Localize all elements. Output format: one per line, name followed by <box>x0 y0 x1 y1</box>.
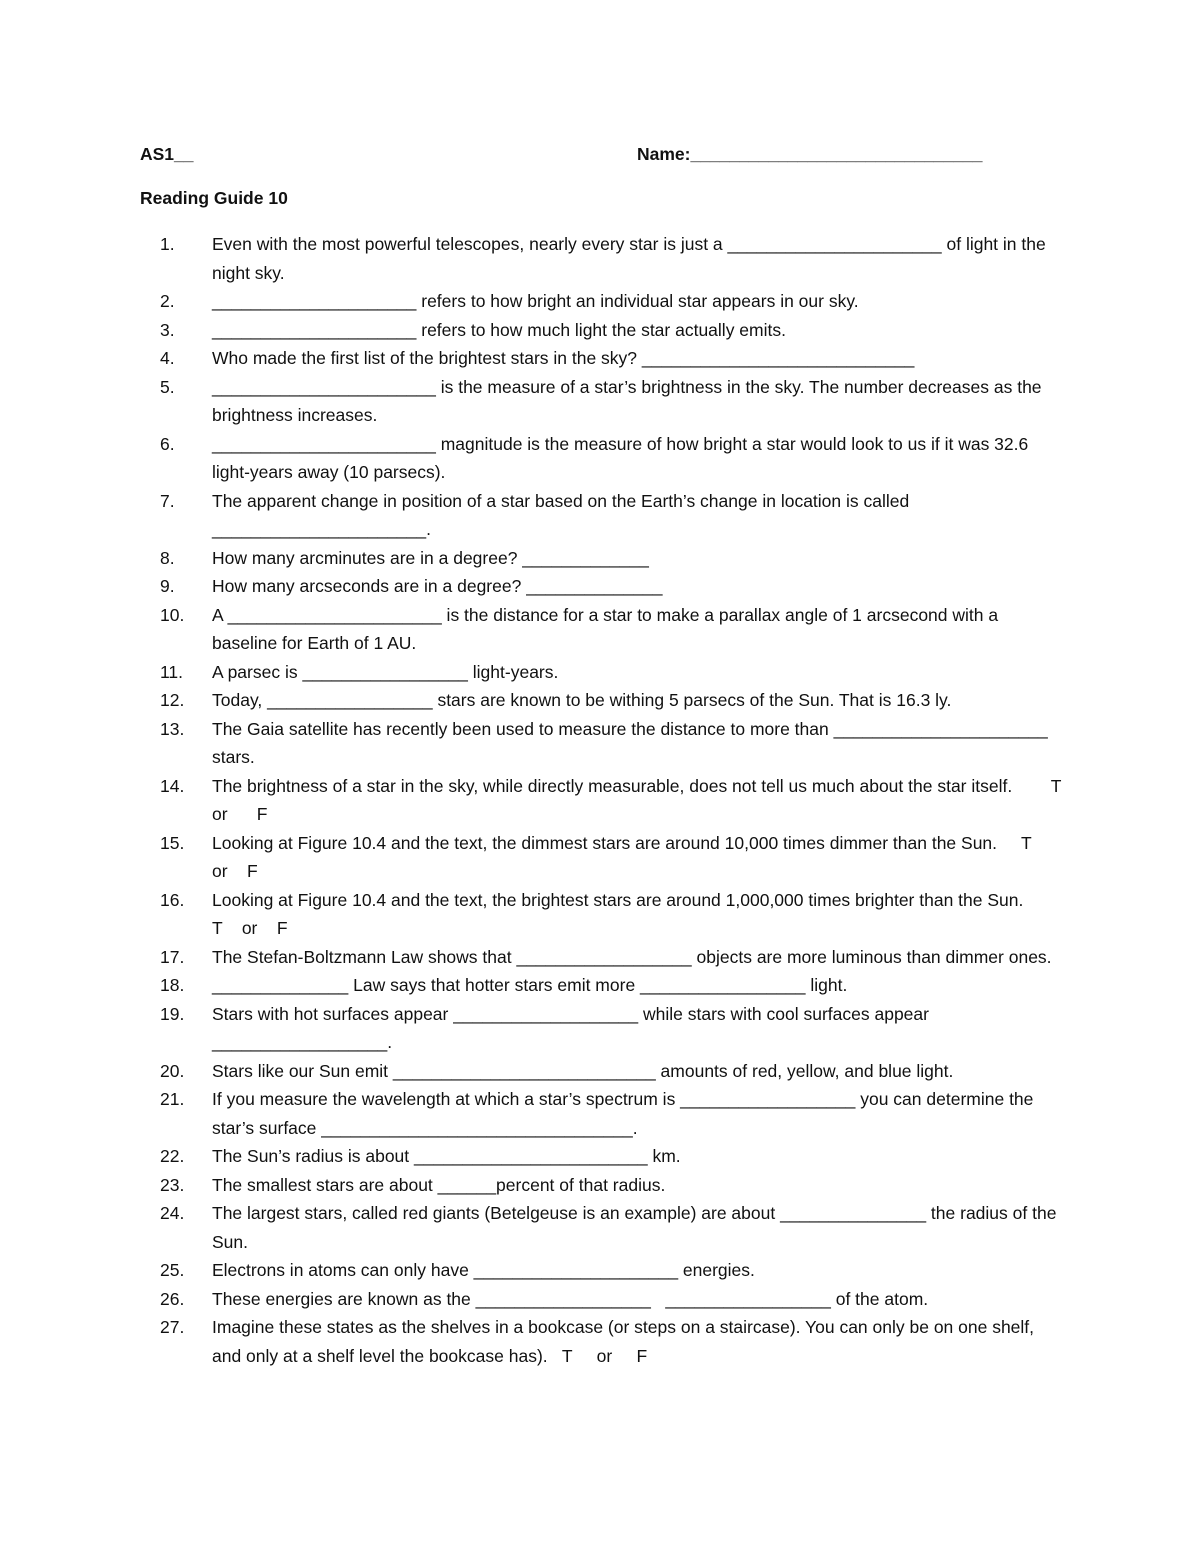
question-item <box>140 971 1065 1000</box>
question-text: A parsec is _________________ light-years. <box>212 661 559 682</box>
question-item <box>140 344 1065 373</box>
question-text: Looking at Figure 10.4 and the text, the dimmest stars are around 10,000 times dimmer than the Sun. T or F <box>212 832 1051 881</box>
student-name-field[interactable]: Name:______________________________ <box>637 144 983 164</box>
question-text: A ______________________ is the distance for a star to make a parallax angle of 1 arcsecond with a baseline for Earth of 1 AU. <box>212 604 1003 653</box>
question-number: 17. <box>160 946 185 967</box>
page-title: Reading Guide 10 <box>140 188 288 208</box>
question-item <box>140 601 1065 658</box>
question-number: 21. <box>160 1089 185 1109</box>
question-text: Imagine these states as the shelves in a bookcase (or steps on a staircase). You can only be on one shelf, and only at a shelf level the bookcase has). T or F <box>212 1317 1039 1366</box>
question-list <box>140 230 1091 1370</box>
question-number: 8. <box>160 547 175 568</box>
question-text: The largest stars, called red giants (Betelgeuse is an example) are about _______________ the radius of the Sun. <box>212 1203 1062 1252</box>
question-number: 23. <box>160 1174 185 1195</box>
question-number: 11. <box>160 661 184 682</box>
question-item <box>140 1085 1065 1142</box>
question-item <box>140 772 1091 829</box>
question-number: 5. <box>160 376 175 397</box>
question-item <box>140 430 1065 487</box>
question-number: 19. <box>160 1003 185 1024</box>
question-item <box>140 287 1065 316</box>
question-item <box>140 1142 1065 1171</box>
question-number: 27. <box>160 1317 185 1337</box>
question-text: _______________________ magnitude is the measure of how bright a star would look to us if it was 32.6 light-years away (10 parsecs). <box>212 433 1034 482</box>
question-text: The apparent change in position of a star based on the Earth’s change in location is called ______________________. <box>212 490 915 539</box>
question-item <box>140 373 1065 430</box>
question-item <box>140 544 1065 573</box>
question-number: 3. <box>160 319 175 340</box>
question-item <box>140 829 1065 886</box>
question-text: The Stefan-Boltzmann Law shows that __________________ objects are more luminous than dimmer ones. <box>212 946 1052 967</box>
question-text: The brightness of a star in the sky, while directly measurable, does not tell us much about the star itself. T or F <box>212 775 1091 824</box>
question-item <box>140 230 1065 287</box>
question-number: 9. <box>160 576 175 596</box>
question-item <box>140 1285 1065 1314</box>
question-item <box>140 487 1065 544</box>
question-text: The Gaia satellite has recently been used to measure the distance to more than ______________________ stars. <box>212 718 1053 767</box>
question-text: Stars with hot surfaces appear ___________________ while stars with cool surfaces appear __________________. <box>212 1003 934 1052</box>
question-item <box>140 658 1065 687</box>
question-number: 14. <box>160 775 185 796</box>
question-item <box>140 715 1065 772</box>
question-number: 25. <box>160 1260 185 1280</box>
question-number: 4. <box>160 348 175 368</box>
question-item <box>140 572 1065 601</box>
question-text: The smallest stars are about ______percent of that radius. <box>212 1174 666 1195</box>
question-text: _______________________ is the measure of a star’s brightness in the sky. The number decreases as the brightness increases. <box>212 376 1047 425</box>
question-item <box>140 1000 1065 1057</box>
question-number: 20. <box>160 1060 185 1081</box>
question-text: Stars like our Sun emit ___________________________ amounts of red, yellow, and blue light. <box>212 1060 954 1081</box>
question-text: These energies are known as the __________________ _________________ of the atom. <box>212 1288 929 1309</box>
question-text: _____________________ refers to how bright an individual star appears in our sky. <box>212 291 859 311</box>
question-number: 18. <box>160 975 185 995</box>
question-item <box>140 886 1077 943</box>
question-text: How many arcseconds are in a degree? ______________ <box>212 576 663 596</box>
question-item <box>140 1057 1065 1086</box>
question-number: 22. <box>160 1146 185 1166</box>
question-number: 16. <box>160 889 185 910</box>
question-text: Who made the first list of the brightest stars in the sky? ____________________________ <box>212 348 915 368</box>
question-item <box>140 316 1065 345</box>
course-code: AS1__ <box>140 144 194 164</box>
question-item <box>140 686 1065 715</box>
question-item <box>140 1199 1065 1256</box>
worksheet-header <box>140 144 1060 172</box>
question-number: 6. <box>160 433 175 454</box>
question-item <box>140 1256 1065 1285</box>
question-text: If you measure the wavelength at which a star’s spectrum is __________________ you can determine the star’s surface ________________________________. <box>212 1089 1039 1138</box>
question-text: Today, _________________ stars are known to be withing 5 parsecs of the Sun. That is 16.3 ly. <box>212 690 952 710</box>
question-number: 2. <box>160 291 175 311</box>
question-number: 26. <box>160 1288 185 1309</box>
question-item <box>140 943 1065 972</box>
question-text: The Sun’s radius is about ________________________ km. <box>212 1146 681 1166</box>
question-number: 1. <box>160 234 175 254</box>
question-number: 7. <box>160 490 175 511</box>
question-number: 10. <box>160 604 185 625</box>
question-text: Looking at Figure 10.4 and the text, the brightest stars are around 1,000,000 times brighter than the Sun. T or F <box>212 889 1077 938</box>
question-text: _____________________ refers to how much light the star actually emits. <box>212 319 786 340</box>
question-number: 24. <box>160 1203 185 1223</box>
question-number: 15. <box>160 832 185 853</box>
question-text: ______________ Law says that hotter stars emit more _________________ light. <box>212 975 848 995</box>
question-number: 12. <box>160 690 185 710</box>
question-text: How many arcminutes are in a degree? _____________ <box>212 547 649 568</box>
question-item <box>140 1171 1065 1200</box>
question-item <box>140 1313 1065 1370</box>
question-number: 13. <box>160 718 185 739</box>
question-text: Even with the most powerful telescopes, nearly every star is just a ______________________ of light in the night sky. <box>212 234 1051 283</box>
question-text: Electrons in atoms can only have _____________________ energies. <box>212 1260 755 1280</box>
